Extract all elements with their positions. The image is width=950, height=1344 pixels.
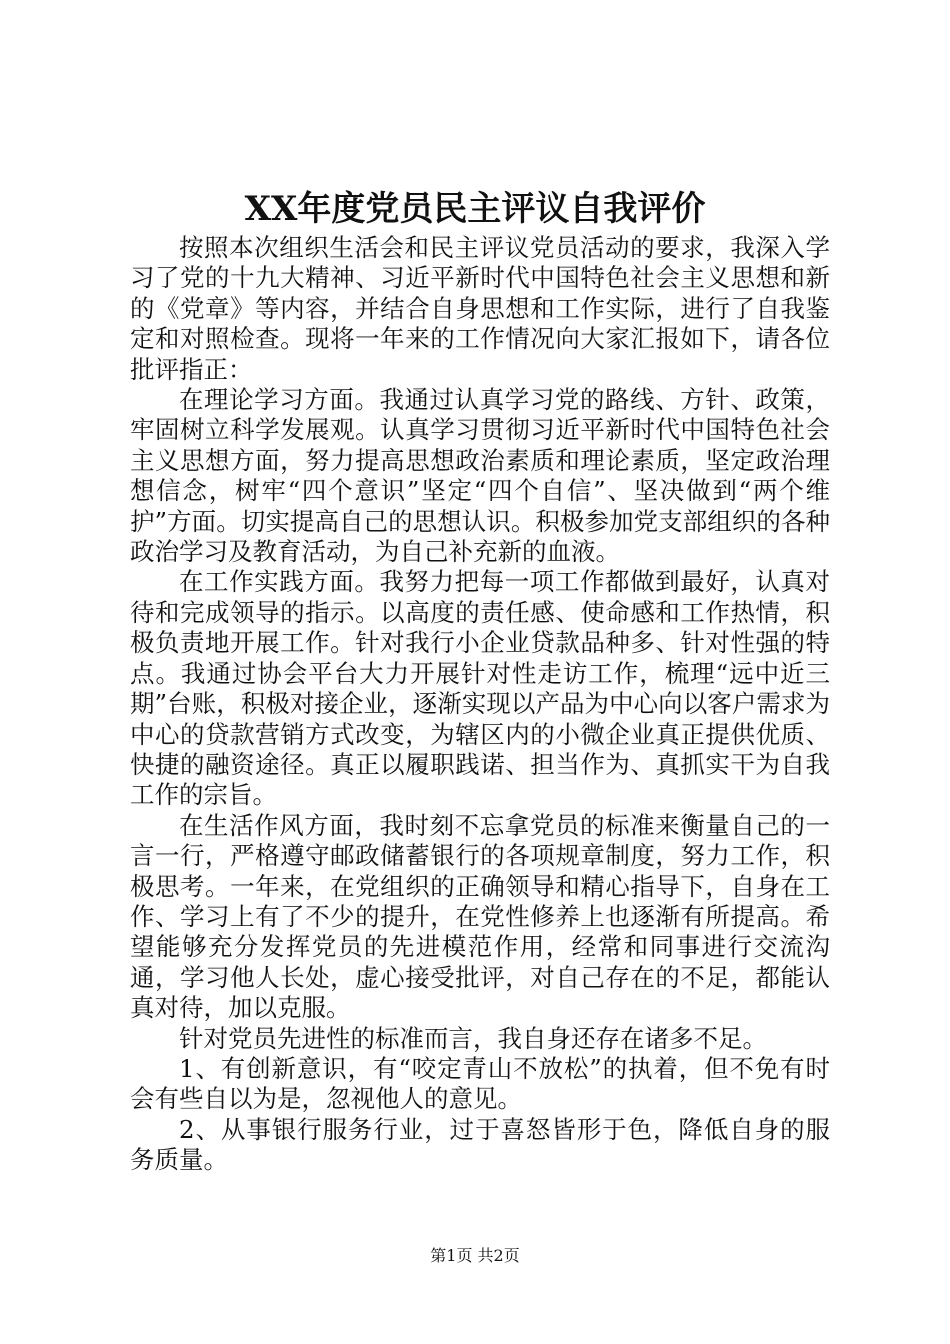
paragraph-intro: 按照本次组织生活会和民主评议党员活动的要求，我深入学习了党的十九大精神、习近平新时代中国特色社会主义思想和新的《党章》等内容，并结合自身思想和工作实际，进行了自我鉴定和对照检查。现将一年来的工作情况向大家汇报如下，请各位批评指正： [130, 233, 830, 384]
paragraph-shortcoming-1: 1、有创新意识，有“咬定青山不放松”的执着，但不免有时会有些自以为是，忽视他人的意见。 [130, 1053, 830, 1114]
paragraph-shortcoming-2: 2、从事银行服务行业，过于喜怒皆形于色，降低自身的服务质量。 [130, 1114, 830, 1175]
document-body [130, 233, 830, 1176]
page-footer: 第1页 共2页 [430, 1246, 520, 1265]
paragraph-work-practice: 在工作实践方面。我努力把每一项工作都做到最好，认真对待和完成领导的指示。以高度的责任感、使命感和工作热情，积极负责地开展工作。针对我行小企业贷款品种多、针对性强的特点。我通过协会平台大力开展针对性走访工作，梳理“远中近三期”台账，积极对接企业，逐渐实现以产品为中心向以客户需求为中心的贷款营销方式改变，为辖区内的小微企业真正提供优质、快捷的融资途径。真正以履职践诺、担当作为、真抓实干为自我工作的宗旨。 [130, 567, 830, 810]
paragraph-shortcomings-intro: 针对党员先进性的标准而言，我自身还存在诸多不足。 [179, 1023, 767, 1053]
document-title: XX年度党员民主评议自我评价 [244, 189, 706, 229]
paragraph-life-style: 在生活作风方面，我时刻不忘拿党员的标准来衡量自己的一言一行，严格遵守邮政储蓄银行的各项规章制度，努力工作，积极思考。一年来，在党组织的正确领导和精心指导下，自身在工作、学习上有了不少的提升，在党性修养上也逐渐有所提高。希望能够充分发挥党员的先进模范作用，经常和同事进行交流沟通，学习他人长处，虚心接受批评，对自己存在的不足，都能认真对待，加以克服。 [130, 810, 830, 1023]
paragraph-theory-study: 在理论学习方面。我通过认真学习党的路线、方针、政策，牢固树立科学发展观。认真学习贯彻习近平新时代中国特色社会主义思想方面，努力提高思想政治素质和理论素质，坚定政治理想信念，树牢“四个意识”坚定“四个自信”、坚决做到“两个维护”方面。切实提高自己的思想认识。积极参加党支部组织的各种政治学习及教育活动，为自己补充新的血液。 [130, 385, 830, 567]
